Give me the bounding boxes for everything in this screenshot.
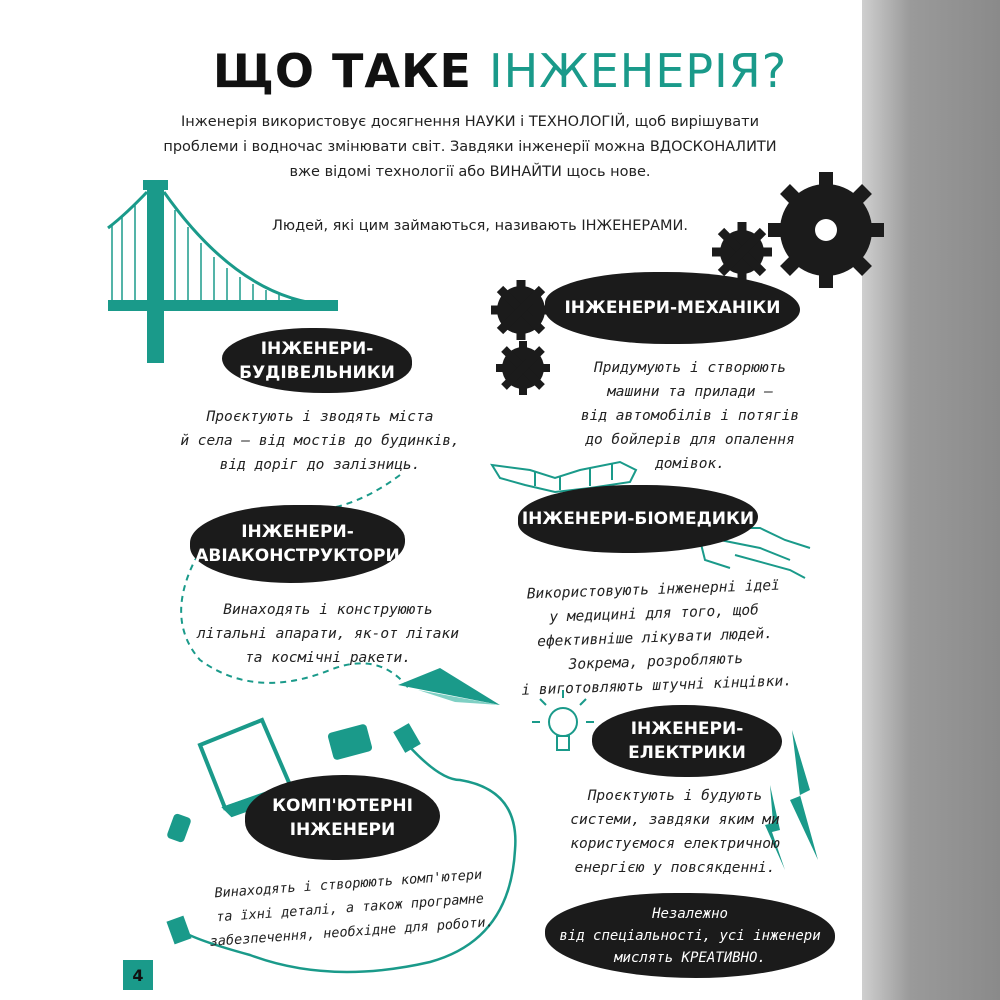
final-statement: Незалежно від спеціальності, усі інженери мислять КРЕАТИВНО.: [545, 893, 835, 978]
paper-plane-icon: [398, 668, 500, 705]
computer-engineers-label: КОМП'ЮТЕРНІ ІНЖЕНЕРИ: [245, 775, 440, 860]
electrical-engineers-description: Проєктують і будують системи, завдяки яким ми користуємося електричною енергією у повсякденні.: [570, 788, 780, 876]
aero-engineers-description: Винаходять і конструюють літальні апарати, як-от літаки та космічні ракети.: [197, 602, 459, 666]
mechanical-engineers-label: ІНЖЕНЕРИ-МЕХАНІКИ: [545, 272, 800, 344]
title-accent: ІНЖЕНЕРІЯ?: [489, 44, 788, 98]
civil-engineers-description: Проєктують і зводять міста й села — від мостів до будинків, від доріг до залізниць.: [180, 409, 460, 473]
civil-engineers-label: ІНЖЕНЕРИ- БУДІВЕЛЬНИКИ: [222, 328, 412, 393]
computer-engineers-description: Винаходять і створюють комп'ютери та їхні деталі, а також програмне забезпечення, необхідне для роботи.: [209, 866, 495, 950]
page-title: [0, 44, 1000, 98]
intro-paragraph: Інженерія використовує досягнення НАУКИ і ТЕХНОЛОГІЙ, щоб вирішувати проблеми і водночас змінювати світ. Завдяки інженерії можна ВДОСКОНАЛИТИ вже відомі технології або ВИНАЙТИ щось нове.: [163, 114, 777, 180]
mechanical-engineers-description: Придумують і створюють машини та прилади — від автомобілів і потягів до бойлерів для опалення домівок.: [580, 360, 800, 472]
electrical-engineers-label: ІНЖЕНЕРИ- ЕЛЕКТРИКИ: [592, 705, 782, 777]
title-main: ЩО ТАКЕ: [212, 44, 472, 98]
engineers-definition: Людей, які цим займаються, називають ІНЖЕНЕРАМИ.: [271, 218, 688, 234]
biomedical-engineers-description: Використовують інженерні ідеї у медицині для того, щоб ефективніше лікувати людей. Зокрема, розробляють і виготовляють штучні кінцівки.: [521, 577, 793, 699]
aero-engineers-label: ІНЖЕНЕРИ- АВІАКОНСТРУКТОРИ: [190, 505, 405, 583]
biomedical-engineers-label: ІНЖЕНЕРИ-БІОМЕДИКИ: [518, 485, 758, 553]
page-number: 4: [123, 960, 153, 990]
